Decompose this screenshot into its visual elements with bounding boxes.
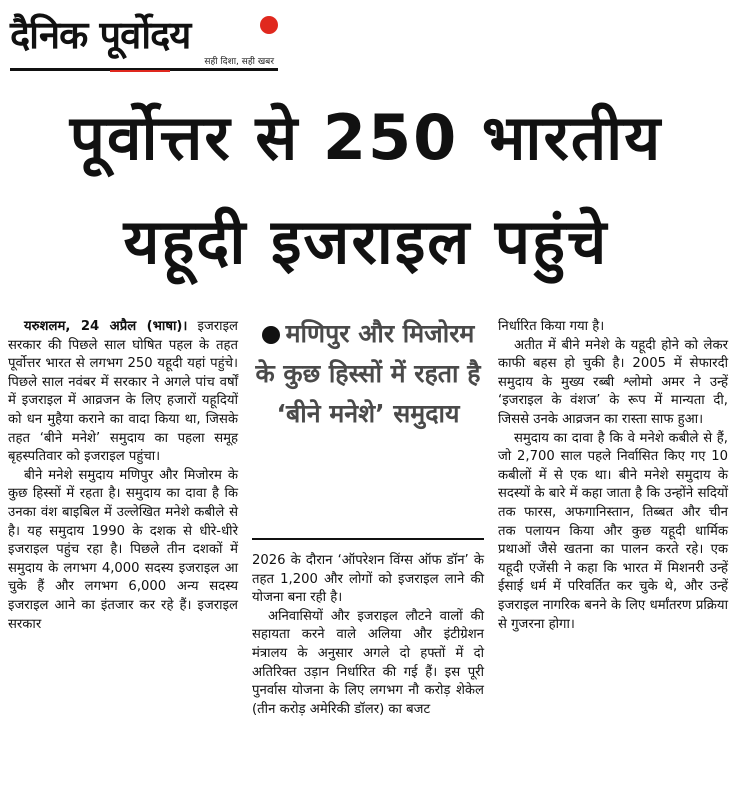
headline-line-1: पूर्वोत्तर से 250 भारतीय (69, 101, 663, 174)
article-paragraph: बीने मनेशे समुदाय मणिपुर और मिजोरम के कुछ हिस्सों में रहता है। समुदाय का दावा है कि उनका वंश बाइबिल में उल्लेखित मनेशे कबीले से है। यह समुदाय 1990 के दशक से धीरे-धीरे इजराइल पहुंच रहा है। पिछले तीन दशकों में समुदाय के लगभग 4,000 सदस्य इजराइल आ चुके हैं और लगभग 6,000 अन्य सदस्य इजराइल आने का इंतजार कर रहे हैं। इजराइल सरकार (8, 467, 238, 632)
headline (0, 86, 732, 294)
logo-dot-icon (260, 16, 278, 34)
article-column-1 (8, 318, 238, 634)
headline-line-2: यहूदी इजराइल पहुंचे (123, 205, 609, 278)
masthead (10, 4, 278, 72)
article-paragraph: अतीत में बीने मनेशे के यहूदी होने को लेकर काफी बहस हो चुकी है। 2005 में सेफारदी समुदाय के मुख्य रब्बी श्लोमो अमर ने उन्हें ‘इजराइल के वंशज’ के रूप में मान्यता दी, जिससे उनके आव्रजन का रास्ता साफ हुआ। (498, 337, 728, 427)
article-paragraph: निर्धारित किया गया है। (498, 319, 605, 334)
pull-quote-text: मणिपुर और मिजोरम के कुछ हिस्सों में रहता है ‘बीने मनेशे’ समुदाय (255, 319, 481, 428)
dateline: यरुशलम, 24 अप्रैल (भाषा)। (24, 319, 188, 334)
newspaper-tagline: सही दिशा, सही खबर (204, 57, 274, 67)
article-paragraph (8, 318, 238, 467)
article-paragraph: अनिवासियों और इजराइल लौटने वालों की सहायता करने वाले अलिया और इंटीग्रेशन मंत्रालय के अनुसार अगले दो हफ्तों में दो अतिरिक्त उड़ान निर्धारित की गई हैं। इस पूरी पुनर्वास योजना के लिए लगभग नौ करोड़ शेकेल (तीन करोड़ अमेरिकी डॉलर) का बजट (252, 608, 484, 717)
pull-quote-rule (252, 538, 484, 540)
article-paragraph: 2026 के दौरान ‘ऑपरेशन विंग्स ऑफ डॉन’ के तहत 1,200 और लोगों को इजराइल लाने की योजना बना रही है। (252, 553, 484, 606)
bullet-icon (262, 326, 280, 344)
paragraph-text: इजराइल सरकार की पिछले साल घोषित पहल के तहत पूर्वोत्तर भारत से लगभग 250 यहूदी यहां पहुंचे। पिछले साल नवंबर में सरकार ने अगले पांच वर्षों में इजराइल में आव्रजन के लिए हजारों यहूदियों को धन मुहैया कराने का वादा किया था, जिसके तहत ‘बीने मनेशे’ समुदाय का पहला समूह बृहस्पतिवार को इजराइल पहुंचा। (8, 319, 238, 465)
article-column-3 (498, 318, 728, 634)
masthead-accent-rule (110, 70, 170, 72)
pull-quote (250, 314, 486, 534)
newspaper-name: दैनिक पूर्वोदय (10, 13, 191, 57)
article-column-2 (252, 552, 484, 719)
article-paragraph: समुदाय का दावा है कि वे मनेशे कबीले से हैं, जो 2,700 साल पहले निर्वासित किए गए 10 कबीलों में से एक था। बीने मनेशे समुदाय के सदस्यों के बारे में कहा जाता है कि उन्होंने सदियों तक फारस, अफगानिस्तान, तिब्बत और चीन तक पलायन किया और कुछ यहूदी धार्मिक प्रथाओं जैसे खतना का पालन करते रहे। एक यहूदी एजेंसी ने कहा कि भारत में मिशनरी उन्हें ईसाई धर्म में परिवर्तित कर चुके थे, और उन्हें इजराइल नागरिक बनने के लिए धर्मांतरण प्रक्रिया से गुजरना होगा। (498, 430, 728, 632)
